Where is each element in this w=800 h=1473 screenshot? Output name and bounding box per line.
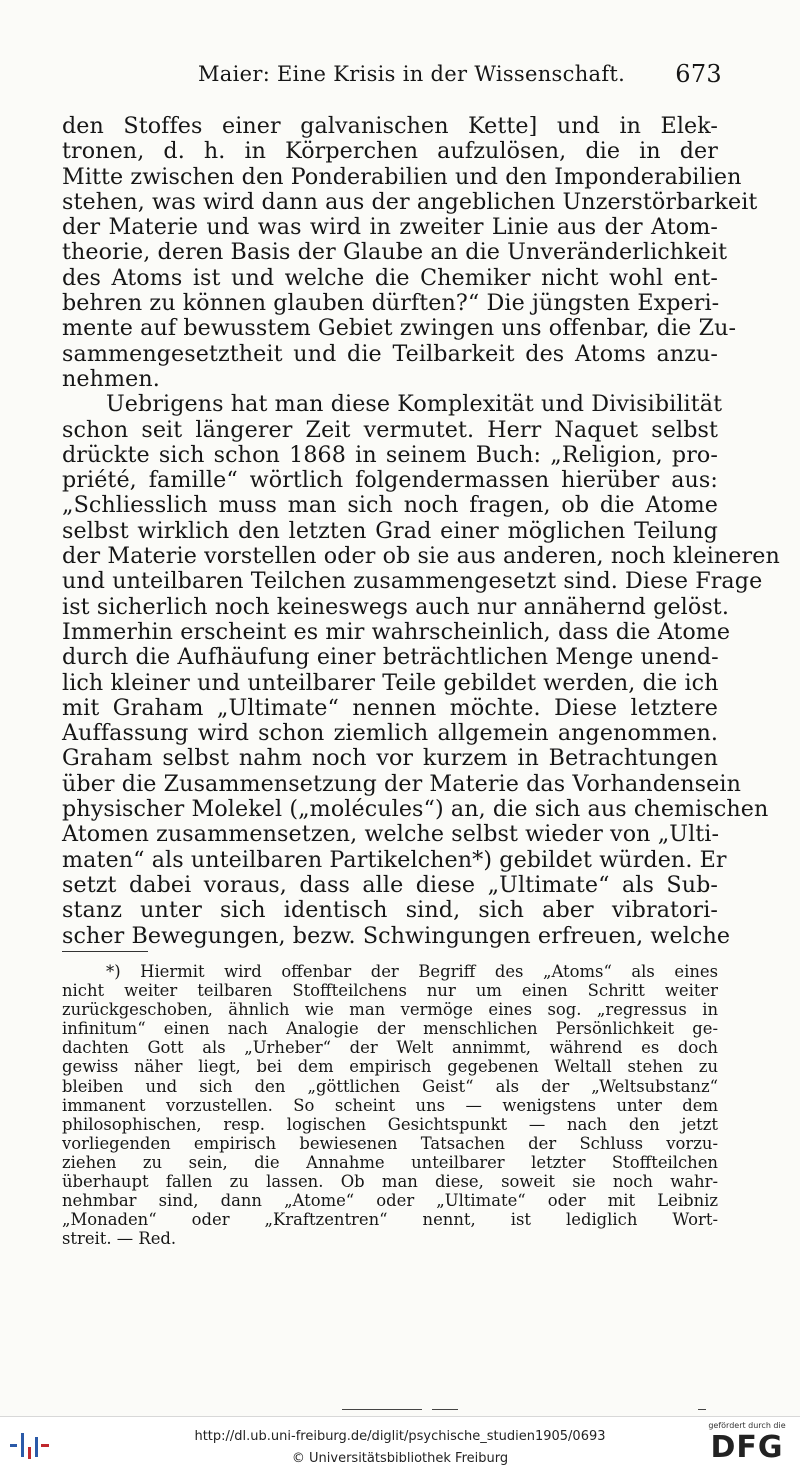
footnote-line: vorliegenden empirisch bewiesenen Tatsachen der Schluss vorzu- — [62, 1133, 718, 1153]
permalink-url[interactable]: http://dl.ub.uni-freiburg.de/diglit/psychische_studien1905/0693 — [194, 1429, 606, 1444]
body-line: theorie, deren Basis der Glaube an die Unveränderlichkeit — [62, 239, 728, 266]
footnote-line: bleiben und sich den „göttlichen Geist“ als der „Weltsubstanz“ — [62, 1076, 718, 1096]
body-line: nehmen. — [62, 365, 160, 392]
footnote-line: ziehen zu sein, die Annahme unteilbarer letzter Stoffteilchen — [62, 1152, 718, 1172]
body-line: stehen, was wird dann aus der angeblichen Unzerstörbarkeit — [62, 188, 758, 215]
body-line: mente auf bewusstem Gebiet zwingen uns offenbar, die Zu- — [62, 315, 737, 342]
body-line: schon seit längerer Zeit vermutet. Herr Naquet selbst — [62, 416, 718, 443]
body-line: und unteilbaren Teilchen zusammengesetzt sind. Diese Frage — [62, 568, 763, 595]
body-line: den Stoffes einer galvanischen Kette] und in Elek- — [62, 113, 718, 139]
footnote-line: infinitum“ einen nach Analogie der menschlichen Persönlichkeit ge- — [62, 1019, 718, 1039]
dfg-logo: DFG — [710, 1430, 784, 1465]
body-line: „Schliesslich muss man sich noch fragen, ob die Atome — [62, 492, 718, 519]
footnote-separator — [62, 951, 148, 952]
footnote-line: streit. — Red. — [62, 1229, 177, 1249]
footnote-line: überhaupt fallen zu lassen. Ob man diese, soweit sie noch wahr- — [62, 1172, 718, 1192]
footnote-line: nehmbar sind, dann „Atome“ oder „Ultimate“ oder mit Leibniz — [62, 1191, 718, 1211]
body-line: der Materie und was wird in zweiter Linie aus der Atom- — [62, 214, 718, 241]
footnote-line: gewiss näher liegt, bei dem empirisch gegebenen Weltall stehen zu — [62, 1057, 718, 1077]
footnote — [62, 962, 718, 1248]
dfg-caption: gefördert durch die — [708, 1421, 786, 1430]
body-line: lich kleiner und unteilbarer Teile gebildet werden, die ich — [62, 669, 719, 696]
body-line: Graham selbst nahm noch vor kurzem in Betrachtungen — [62, 745, 718, 772]
body-line: sammengesetztheit und die Teilbarkeit des Atoms anzu- — [62, 340, 718, 367]
body-line: durch die Aufhäufung einer beträchtlichen Menge unend- — [62, 644, 719, 671]
body-line: maten“ als unteilbaren Partikelchen*) gebildet würden. Er — [62, 846, 727, 873]
body-line: Mitte zwischen den Ponderabilien und den Imponderabilien — [62, 163, 742, 190]
body-line: stanz unter sich identisch sind, sich aber vibratori- — [62, 897, 718, 924]
body-line: scher Bewegungen, bezw. Schwingungen erfreuen, welche — [62, 922, 731, 949]
bottom-printer-marks — [0, 1409, 800, 1413]
body-line: ist sicherlich noch keineswegs auch nur annähernd gelöst. — [62, 593, 729, 620]
body-line: Atomen zusammensetzen, welche selbst wieder von „Ulti- — [62, 821, 720, 848]
footnote-line: „Monaden“ oder „Kraftzentren“ nennt, ist lediglich Wort- — [62, 1210, 718, 1230]
body-line: mit Graham „Ultimate“ nennen möchte. Diese letztere — [62, 694, 718, 721]
body-line: Immerhin erscheint es mir wahrscheinlich, dass die Atome — [62, 618, 731, 645]
running-title: Maier: Eine Krisis in der Wissenschaft. — [198, 62, 626, 86]
body-line: Auffassung wird schon ziemlich allgemein angenommen. — [62, 720, 718, 747]
footnote-line: dachten Gott als „Urheber“ der Welt annimmt, während es doch — [62, 1038, 718, 1058]
copyright-notice: © Universitätsbibliothek Freiburg — [291, 1451, 509, 1466]
body-line: des Atoms ist und welche die Chemiker nicht wohl ent- — [62, 264, 718, 291]
body-line: der Materie vorstellen oder ob sie aus anderen, noch kleineren — [62, 543, 780, 570]
footnote-line: nicht weiter teilbaren Stoffteilchens nur um einen Schritt weiter — [62, 981, 718, 1001]
body-text — [62, 113, 780, 949]
body-line: über die Zusammensetzung der Materie das Vorhandensein — [62, 770, 741, 797]
footnote-line: zurückgeschoben, ähnlich wie man vermöge eines sog. „regressus in — [62, 1000, 718, 1020]
body-line: behren zu können glauben dürften?“ Die jüngsten Experi- — [62, 290, 720, 317]
footnote-line: immanent vorzustellen. So scheint uns — wenigstens unter dem — [62, 1095, 718, 1115]
footnote-line: *) Hiermit wird offenbar der Begriff des „Atoms“ als eines — [106, 962, 718, 981]
body-line: setzt dabei voraus, dass alle diese „Ultimate“ als Sub- — [62, 871, 718, 898]
body-line: selbst wirklich den letzten Grad einer möglichen Teilung — [62, 517, 718, 544]
page-number: 673 — [675, 60, 722, 88]
body-line: physischer Molekel („molécules“) an, die sich aus chemischen — [62, 796, 769, 823]
body-line: priété, famille“ wörtlich folgendermassen hierüber aus: — [62, 467, 718, 494]
body-line: drückte sich schon 1868 in seinem Buch: „Religion, pro- — [62, 441, 718, 468]
body-line: Uebrigens hat man diese Komplexität und Divisibilität — [106, 391, 723, 418]
footnote-line: philosophischen, resp. logischen Gesichtspunkt — nach den jetzt — [62, 1114, 718, 1134]
running-head — [62, 62, 722, 92]
viewer-footer — [0, 1416, 800, 1473]
dfg-badge — [702, 1421, 792, 1471]
body-line: tronen, d. h. in Körperchen aufzulösen, die in der — [62, 138, 718, 165]
